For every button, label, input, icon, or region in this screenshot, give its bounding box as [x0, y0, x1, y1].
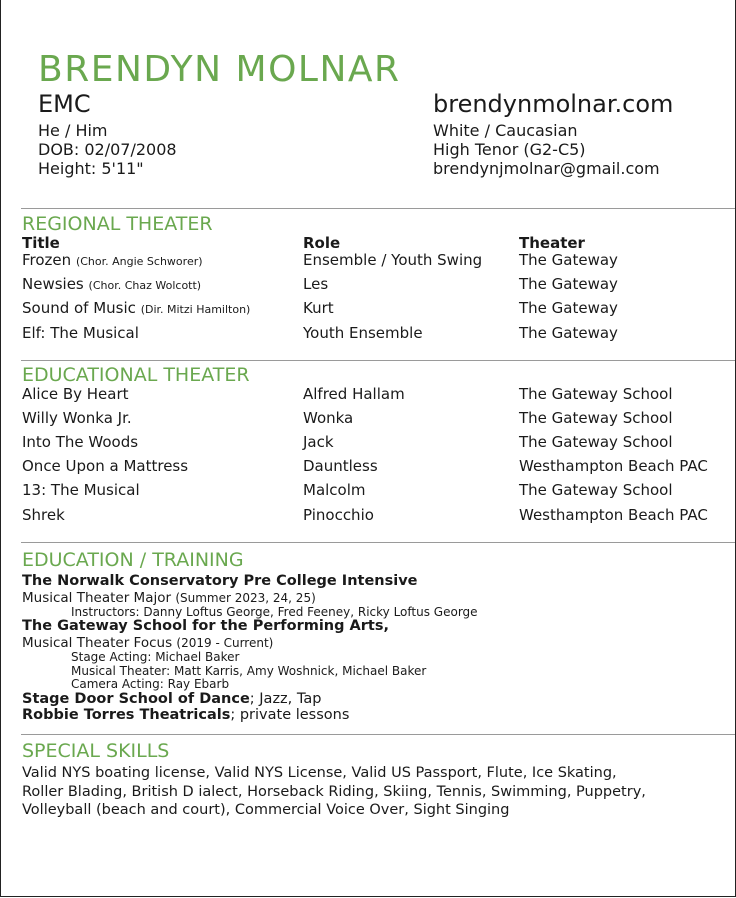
credit-note: (Chor. Angie Schworer): [75, 255, 203, 268]
norwalk-instructors: Instructors: Danny Loftus George, Fred Feeney, Ricky Loftus George: [71, 605, 478, 619]
credit-theater: The Gateway: [519, 324, 618, 342]
email[interactable]: brendynjmolnar@gmail.com: [433, 159, 660, 178]
gateway-detail: Camera Acting: Ray Ebarb: [71, 677, 230, 691]
credit-theater: Westhampton Beach PAC: [519, 457, 708, 475]
ethnicity: White / Caucasian: [433, 121, 578, 140]
norwalk-dates: (Summer 2023, 24, 25): [175, 591, 316, 605]
credit-role: Dauntless: [303, 457, 378, 475]
skills-line: Valid NYS boating license, Valid NYS License, Valid US Passport, Flute, Ice Skating,: [22, 765, 617, 781]
credit-title: Into The Woods: [22, 433, 139, 451]
credit-role: Malcolm: [303, 481, 366, 499]
credit-role: Les: [303, 275, 329, 293]
credit-note: (Chor. Chaz Wolcott): [88, 279, 202, 292]
pronouns: He / Him: [38, 121, 108, 140]
credit-title: Frozen (Chor. Angie Schworer): [22, 251, 203, 269]
gateway-focus: Musical Theater Focus (2019 - Current): [22, 635, 274, 651]
performer-name: BRENDYN MOLNAR: [38, 49, 401, 90]
regional-heading: REGIONAL THEATER: [22, 213, 213, 235]
union-status: EMC: [38, 90, 91, 118]
credit-theater: Westhampton Beach PAC: [519, 506, 708, 524]
height: Height: 5'11": [38, 159, 144, 178]
training-heading: EDUCATION / TRAINING: [22, 549, 244, 571]
credit-theater: The Gateway School: [519, 433, 673, 451]
credit-theater: The Gateway: [519, 299, 618, 317]
educational-heading: EDUCATIONAL THEATER: [22, 364, 250, 386]
credit-note: (Dir. Mitzi Hamilton): [140, 303, 251, 316]
col-theater-header: Theater: [519, 234, 585, 252]
credit-theater: The Gateway School: [519, 409, 673, 427]
vocal-range: High Tenor (G2-C5): [433, 140, 586, 159]
divider: [21, 360, 735, 361]
credit-role: Alfred Hallam: [303, 385, 405, 403]
credit-title: Alice By Heart: [22, 385, 129, 403]
gateway-dates: (2019 - Current): [176, 636, 274, 650]
credit-title: Willy Wonka Jr.: [22, 409, 132, 427]
divider: [21, 208, 735, 209]
divider: [21, 542, 735, 543]
robbie-torres-training: Robbie Torres Theatricals; private lessons: [22, 707, 350, 723]
norwalk-major: Musical Theater Major (Summer 2023, 24, 25): [22, 590, 316, 606]
col-role-header: Role: [303, 234, 341, 252]
credit-theater: The Gateway: [519, 251, 618, 269]
divider: [21, 734, 735, 735]
personal-info-right: [433, 121, 660, 178]
skills-line: Volleyball (beach and court), Commercial Voice Over, Sight Singing: [22, 802, 510, 818]
credit-role: Youth Ensemble: [303, 324, 423, 342]
credit-theater: The Gateway School: [519, 481, 673, 499]
website[interactable]: brendynmolnar.com: [433, 90, 674, 118]
personal-info-left: [38, 121, 177, 178]
gateway-detail: Stage Acting: Michael Baker: [71, 650, 240, 664]
col-title-header: Title: [22, 234, 60, 252]
credit-role: Jack: [303, 433, 334, 451]
credit-role: Ensemble / Youth Swing: [303, 251, 483, 269]
credit-role: Pinocchio: [303, 506, 374, 524]
credit-title: Sound of Music (Dir. Mitzi Hamilton): [22, 299, 251, 317]
skills-list: [22, 764, 646, 820]
credit-role: Kurt: [303, 299, 334, 317]
credit-title: 13: The Musical: [22, 481, 140, 499]
skills-line: Roller Blading, British D ialect, Horseback Riding, Skiing, Tennis, Swimming, Puppetry,: [22, 783, 646, 800]
stage-door-training: Stage Door School of Dance; Jazz, Tap: [22, 691, 322, 707]
norwalk-program: The Norwalk Conservatory Pre College Intensive: [22, 573, 418, 589]
date-of-birth: DOB: 02/07/2008: [38, 140, 177, 159]
credit-theater: The Gateway School: [519, 385, 673, 403]
credit-theater: The Gateway: [519, 275, 618, 293]
skills-heading: SPECIAL SKILLS: [22, 740, 170, 762]
credit-title: Elf: The Musical: [22, 324, 139, 342]
credit-title: Once Upon a Mattress: [22, 457, 189, 475]
gateway-detail: Musical Theater: Matt Karris, Amy Woshnick, Michael Baker: [71, 664, 427, 678]
credit-title: Newsies (Chor. Chaz Wolcott): [22, 275, 202, 293]
credit-title: Shrek: [22, 506, 65, 524]
credit-role: Wonka: [303, 409, 354, 427]
gateway-school: The Gateway School for the Performing Arts,: [22, 618, 389, 634]
